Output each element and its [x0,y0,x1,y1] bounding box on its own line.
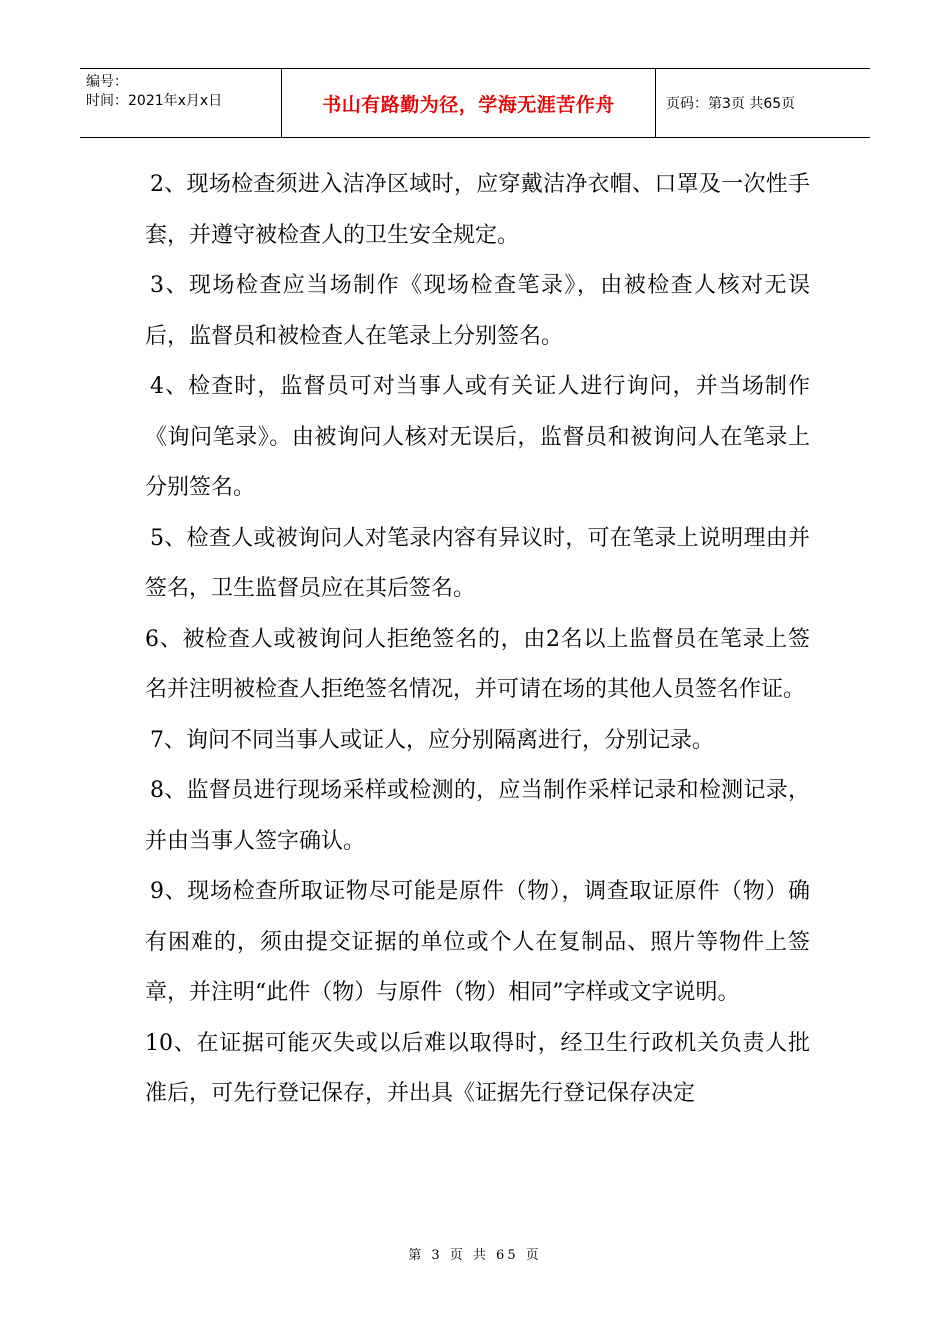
paragraph-2: 2、现场检查须进入洁净区域时，应穿戴洁净衣帽、口罩及一次性手套，并遵守被检查人的卫生安全规定。 [145,172,810,248]
document-body [145,160,810,1120]
page-footer: 第 3 页 共 65 页 [408,1248,542,1263]
paragraph-3: 3、现场检查应当场制作《现场检查笔录》，由被检查人核对无误后，监督员和被检查人在笔录上分别签名。 [145,273,810,349]
document-date: 时间：2021年x月x日 [86,93,223,109]
paragraph-9: 9、现场检查所取证物尽可能是原件（物），调查取证原件（物）确有困难的，须由提交证据的单位或个人在复制品、照片等物件上签章，并注明“此件（物）与原件（物）相同”字样或文字说明。 [145,879,810,1005]
header-motto: 书山有路勤为径，学海无涯苦作舟 [282,69,656,137]
page-header [80,68,870,138]
header-page-info: 页码：第3页 共65页 [666,96,796,112]
paragraph-10: 10、在证据可能灭失或以后难以取得时，经卫生行政机关负责人批准后，可先行登记保存，并出具《证据先行登记保存决定 [145,1030,810,1106]
document-number-label: 编号： [86,74,128,90]
paragraph-4: 4、检查时，监督员可对当事人或有关证人进行询问，并当场制作《询问笔录》。由被询问人核对无误后，监督员和被询问人在笔录上分别签名。 [145,374,810,500]
paragraph-6: 6、被检查人或被询问人拒绝签名的，由2名以上监督员在笔录上签名并注明被检查人拒绝签名情况，并可请在场的其他人员签名作证。 [145,626,810,702]
paragraph-7: 7、询问不同当事人或证人，应分别隔离进行，分别记录。 [150,727,714,753]
paragraph-5: 5、检查人或被询问人对笔录内容有异议时，可在笔录上说明理由并签名，卫生监督员应在其后签名。 [145,525,810,601]
paragraph-8: 8、监督员进行现场采样或检测的，应当制作采样记录和检测记录，并由当事人签字确认。 [145,778,810,854]
header-meta [80,69,282,137]
